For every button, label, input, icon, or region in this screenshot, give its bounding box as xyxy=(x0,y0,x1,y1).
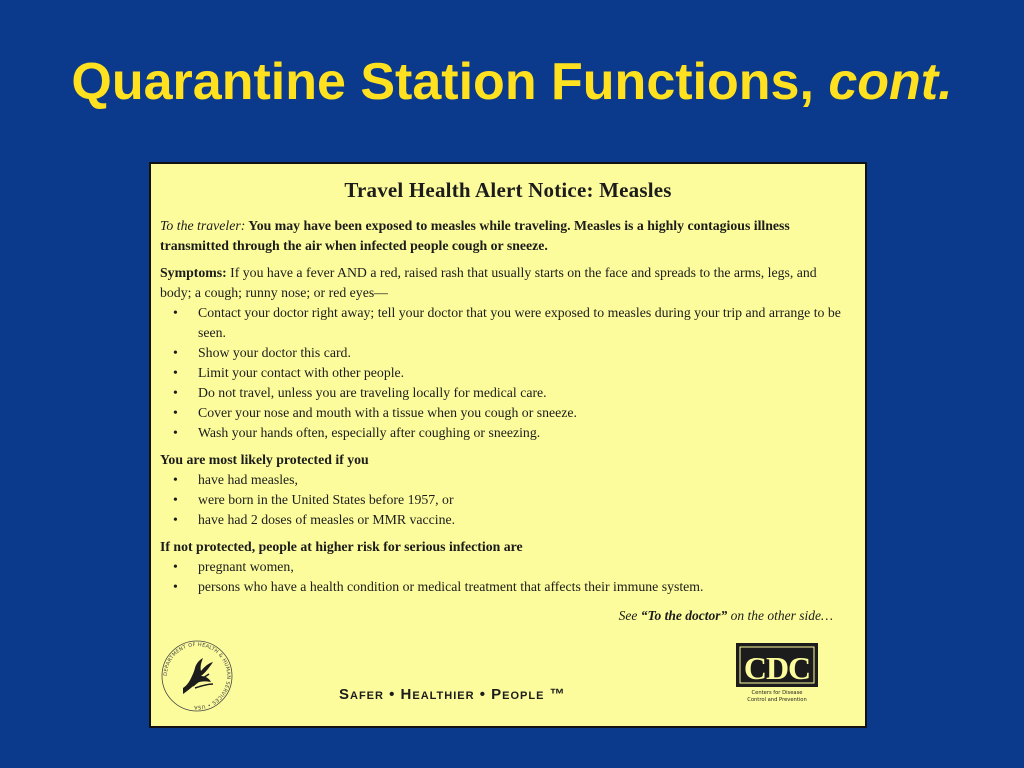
cdc-logo-subtext-2: Control and Prevention xyxy=(747,697,807,703)
list-item-text: persons who have a health condition or medical treatment that affects their immune system. xyxy=(198,579,704,594)
list-item xyxy=(160,303,845,343)
list-item xyxy=(160,557,845,577)
symptoms-text: If you have a fever AND a red, raised rash that usually starts on the face and spreads to the arms, legs, and body; a cough; runny nose; or red eyes— xyxy=(160,265,817,300)
bullet: • xyxy=(173,385,178,400)
list-item-text: have had 2 doses of measles or MMR vaccine. xyxy=(198,512,456,527)
tagline: Safer • Healthier • People ™ xyxy=(339,686,566,703)
traveler-text: You may have been exposed to measles while traveling. Measles is a highly contagious illness transmitted through the air when infected people cough or sneeze. xyxy=(160,218,790,253)
risk-list xyxy=(160,557,845,597)
cdc-logo-icon xyxy=(735,642,819,704)
symptom-actions-list xyxy=(160,303,845,443)
bullet: • xyxy=(173,492,178,507)
list-item-text: have had measles, xyxy=(198,472,298,487)
list-item xyxy=(160,403,845,423)
list-item xyxy=(160,510,845,530)
protected-heading: You are most likely protected if you xyxy=(160,452,369,467)
list-item xyxy=(160,383,845,403)
list-item xyxy=(160,470,845,490)
traveler-paragraph xyxy=(160,216,845,256)
bullet: • xyxy=(173,365,178,380)
traveler-lead: To the traveler: xyxy=(160,218,246,233)
symptoms-lead: Symptoms: xyxy=(160,265,227,280)
list-item xyxy=(160,490,845,510)
cdc-logo-text: CDC xyxy=(743,650,811,686)
list-item-text: Do not travel, unless you are traveling locally for medical care. xyxy=(198,385,547,400)
symptoms-paragraph xyxy=(160,263,845,303)
list-item xyxy=(160,363,845,383)
list-item xyxy=(160,423,845,443)
see-suffix: on the other side… xyxy=(727,608,833,623)
protected-list xyxy=(160,470,845,530)
slide-title-italic: cont. xyxy=(828,53,953,111)
list-item-text: pregnant women, xyxy=(198,559,294,574)
slide-title xyxy=(0,50,1024,114)
list-item xyxy=(160,343,845,363)
list-item-text: Contact your doctor right away; tell your doctor that you were exposed to measles during your trip and arrange to be seen. xyxy=(198,305,841,340)
list-item xyxy=(160,577,845,597)
bullet: • xyxy=(173,559,178,574)
see-bold: “To the doctor” xyxy=(640,608,728,623)
bullet: • xyxy=(173,305,178,320)
hhs-eagle-seal-icon xyxy=(159,638,235,714)
travel-health-alert-card xyxy=(149,162,867,728)
bullet: • xyxy=(173,579,178,594)
bullet: • xyxy=(173,425,178,440)
bullet: • xyxy=(173,405,178,420)
list-item-text: Cover your nose and mouth with a tissue when you cough or sneeze. xyxy=(198,405,577,420)
slide-title-main: Quarantine Station Functions, xyxy=(71,53,829,111)
list-item-text: Limit your contact with other people. xyxy=(198,365,405,380)
risk-heading: If not protected, people at higher risk for serious infection are xyxy=(160,539,523,554)
bullet: • xyxy=(173,345,178,360)
seal-text: DEPARTMENT OF HEALTH & HUMAN SERVICES • USA xyxy=(162,641,232,711)
see-prefix: See xyxy=(618,608,641,623)
see-doctor-note xyxy=(619,608,833,624)
list-item-text: Show your doctor this card. xyxy=(198,345,351,360)
card-title: Travel Health Alert Notice: Measles xyxy=(344,178,672,202)
list-item-text: Wash your hands often, especially after coughing or sneezing. xyxy=(198,425,541,440)
bullet: • xyxy=(173,472,178,487)
card-body xyxy=(160,216,845,597)
cdc-logo-subtext-1: Centers for Disease xyxy=(751,690,803,696)
list-item-text: were born in the United States before 1957, or xyxy=(198,492,454,507)
bullet: • xyxy=(173,512,178,527)
